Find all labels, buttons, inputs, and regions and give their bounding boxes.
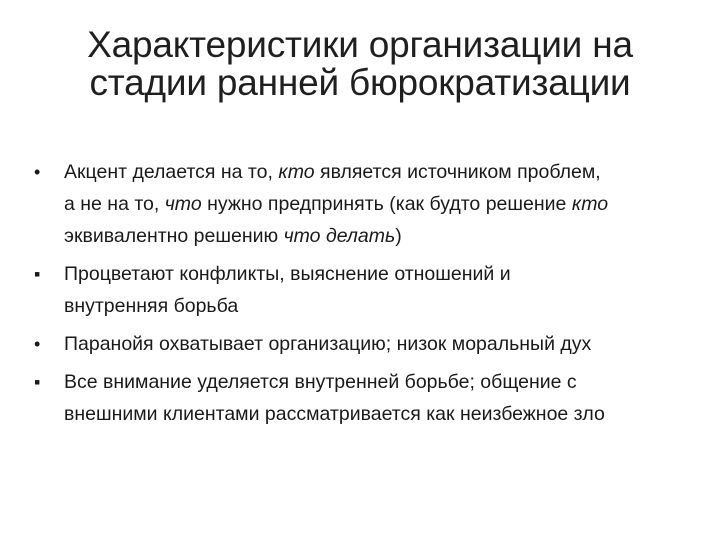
bullet-4-line-2: внешними клиентами рассматривается как неизбежное зло [64, 403, 605, 425]
text-run: эквивалентно решению [64, 225, 284, 247]
text-run: а не на то, [64, 193, 165, 215]
italic-run: кто [278, 161, 315, 183]
bullet-1-line-1 [64, 156, 694, 188]
bullet-marker: ▪ [34, 264, 41, 284]
bullet-list [34, 156, 694, 436]
bullet-2-line-1: Процветают конфликты, выяснение отношений и [64, 263, 511, 285]
bullet-marker: • [34, 162, 41, 182]
text-run: нужно предпринять (как будто решение [201, 193, 572, 215]
italic-run: кто [571, 193, 609, 215]
bullet-item-2 [34, 258, 694, 322]
italic-run: что [164, 193, 202, 215]
bullet-item-3 [34, 328, 694, 360]
bullet-3-line-1: Паранойя охватывает организацию; низок моральный дух [64, 333, 592, 355]
italic-run: что делать [283, 225, 396, 247]
bullet-1-line-3 [64, 220, 694, 252]
slide-title-line-1: Характеристики организации на [87, 24, 633, 65]
text-run: является источником проблем, [314, 161, 601, 183]
slide-title-line-2: стадии ранней бюрократизации [89, 62, 631, 103]
bullet-4-line-1: Все внимание уделяется внутренней борьбе; общение с [64, 371, 577, 393]
bullet-marker: • [34, 334, 41, 354]
bullet-2-line-2: внутренняя борьба [64, 295, 239, 317]
text-run: Акцент делается на то, [64, 161, 279, 183]
bullet-1-line-2 [64, 188, 694, 220]
text-run: ) [395, 225, 402, 247]
bullet-item-1 [34, 156, 694, 252]
slide-title [20, 26, 700, 102]
bullet-item-4 [34, 366, 694, 430]
bullet-marker: ▪ [34, 372, 41, 392]
